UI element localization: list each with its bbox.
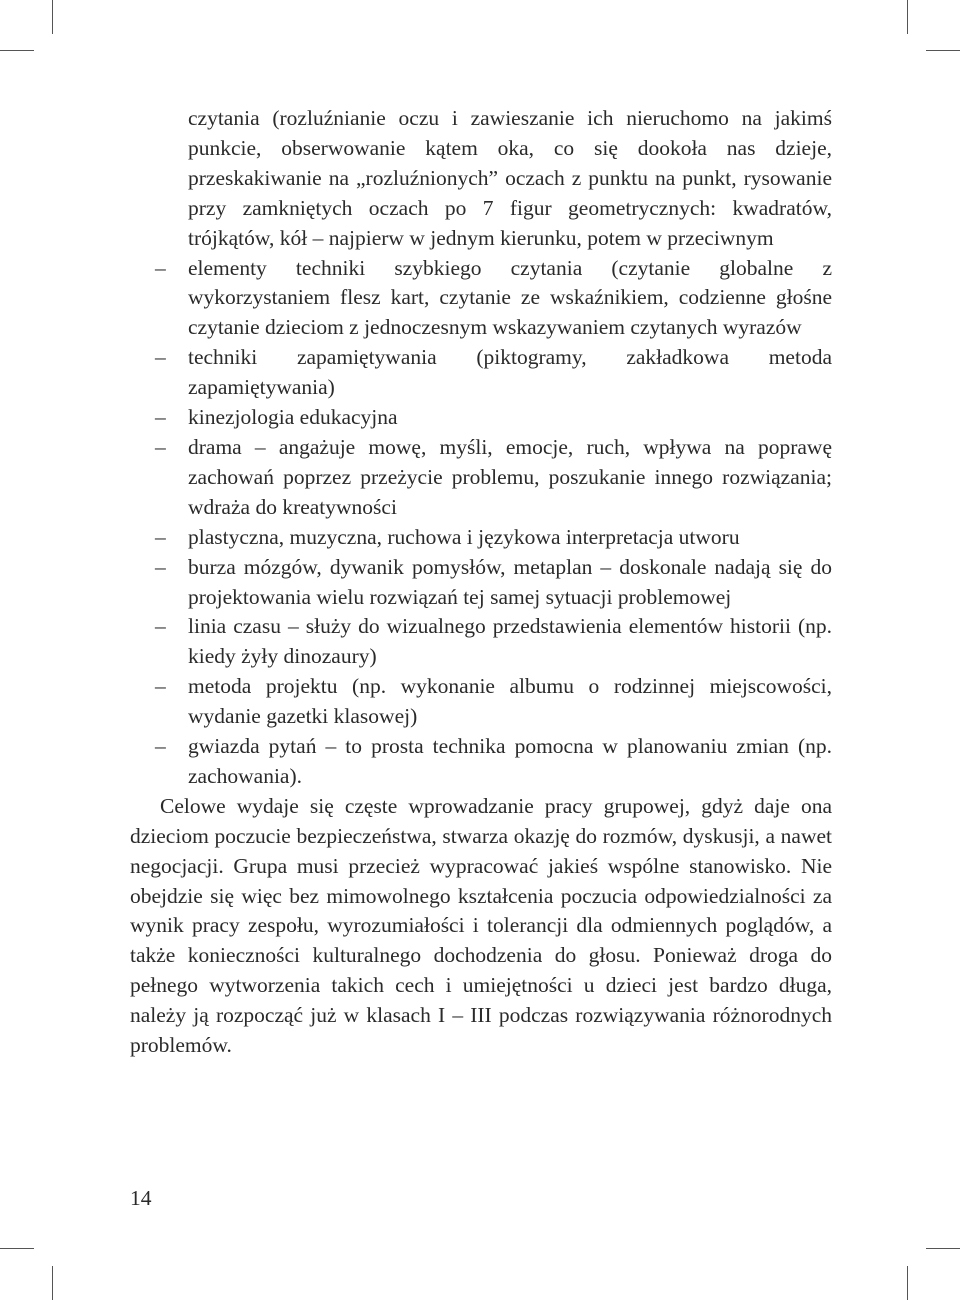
list-item-text: elementy techniki szybkiego czytania (czytanie globalne z wykorzystaniem flesz kart, czytanie ze wskaźnikiem, codzienne głośne czytanie dzieciom z jednoczesnym wskazywaniem czytanych wyrazów bbox=[188, 255, 832, 340]
list-item bbox=[130, 254, 832, 344]
crop-mark-bottom-left-vertical bbox=[52, 1266, 53, 1300]
list-item bbox=[130, 343, 832, 403]
dash-bullet: – bbox=[155, 434, 166, 459]
list-item bbox=[130, 553, 832, 613]
crop-mark-top-left-vertical bbox=[52, 0, 53, 34]
list-item-text: linia czasu – służy do wizualnego przedstawienia elementów historii (np. kiedy żyły dinozaury) bbox=[188, 614, 832, 669]
dash-bullet: – bbox=[155, 255, 166, 280]
dash-bullet: – bbox=[155, 554, 166, 579]
dash-bullet: – bbox=[155, 405, 166, 430]
crop-mark-bottom-right-horizontal bbox=[926, 1248, 960, 1249]
list-item-text: techniki zapamiętywania (piktogramy, zakładkowa metoda zapamiętywania) bbox=[188, 345, 832, 400]
crop-mark-top-right-vertical bbox=[907, 0, 908, 34]
list-item-text: plastyczna, muzyczna, ruchowa i językowa interpretacja utworu bbox=[188, 524, 740, 549]
crop-mark-bottom-left-horizontal bbox=[0, 1248, 34, 1249]
list-item-text: metoda projektu (np. wykonanie albumu o rodzinnej miejscowości, wydanie gazetki klasowej) bbox=[188, 674, 832, 729]
page-number: 14 bbox=[130, 1186, 152, 1210]
dash-bullet: – bbox=[155, 524, 166, 549]
list-item-text: gwiazda pytań – to prosta technika pomocna w planowaniu zmian (np. zachowania). bbox=[188, 734, 832, 788]
crop-mark-top-left-horizontal bbox=[0, 50, 34, 51]
list-item bbox=[130, 672, 832, 732]
dash-bullet: – bbox=[155, 345, 166, 370]
methods-list bbox=[130, 254, 832, 792]
body-paragraph: Celowe wydaje się częste wprowadzanie pracy grupowej, gdyż daje ona dzieciom poczucie bezpieczeństwa, stwarza okazję do rozmów, dyskusji, a nawet negocjacji. Grupa musi przecież wypracować jakieś wspólne stanowisko. Nie obejdzie się więc bez mimowolnego kształcenia poczucia odpowiedzialności za wynik pracy zespołu, wyrozumiałości i tolerancji dla odmiennych poglądów, a także konieczności kulturalnego dochodzenia do głosu. Ponieważ droga do pełnego wytworzenia takich cech i umiejętności u dzieci jest bardzo długa, należy ją rozpocząć już w klasach I – III podczas rozwiązywania różnorodnych problemów. bbox=[130, 793, 832, 1058]
crop-mark-top-right-horizontal bbox=[926, 50, 960, 51]
list-item bbox=[130, 732, 832, 792]
dash-bullet: – bbox=[155, 734, 166, 759]
list-item bbox=[130, 523, 832, 553]
list-continuation-text: czytania (rozluźnianie oczu i zawieszanie ich nieruchomo na jakimś punkcie, obserwowanie kątem oka, co się dookoła nas dzieje, przeskakiwanie na „rozluźnionych” oczach z punktu na punkt, rysowanie przy zamkniętych oczach po 7 figur geometrycznych: kwadratów, trójkątów, kół – najpierw w jednym kierunku, potem w przeciwnym bbox=[188, 106, 832, 250]
list-item-text: burza mózgów, dywanik pomysłów, metaplan – doskonale nadają się do projektowania wielu rozwiązań tej samej sytuacji problemowej bbox=[188, 554, 832, 609]
page-body bbox=[130, 104, 832, 1061]
list-item-text: drama – angażuje mowę, myśli, emocje, ruch, wpływa na poprawę zachowań poprzez przeżycie problemu, poszukanie innego rozwiązania; wdraża do kreatywności bbox=[188, 434, 832, 519]
list-item bbox=[130, 433, 832, 523]
list-item bbox=[130, 612, 832, 672]
dash-bullet: – bbox=[155, 614, 166, 639]
crop-mark-bottom-right-vertical bbox=[907, 1266, 908, 1300]
list-item-text: kinezjologia edukacyjna bbox=[188, 405, 398, 430]
list-item bbox=[130, 403, 832, 433]
dash-bullet: – bbox=[155, 674, 166, 699]
